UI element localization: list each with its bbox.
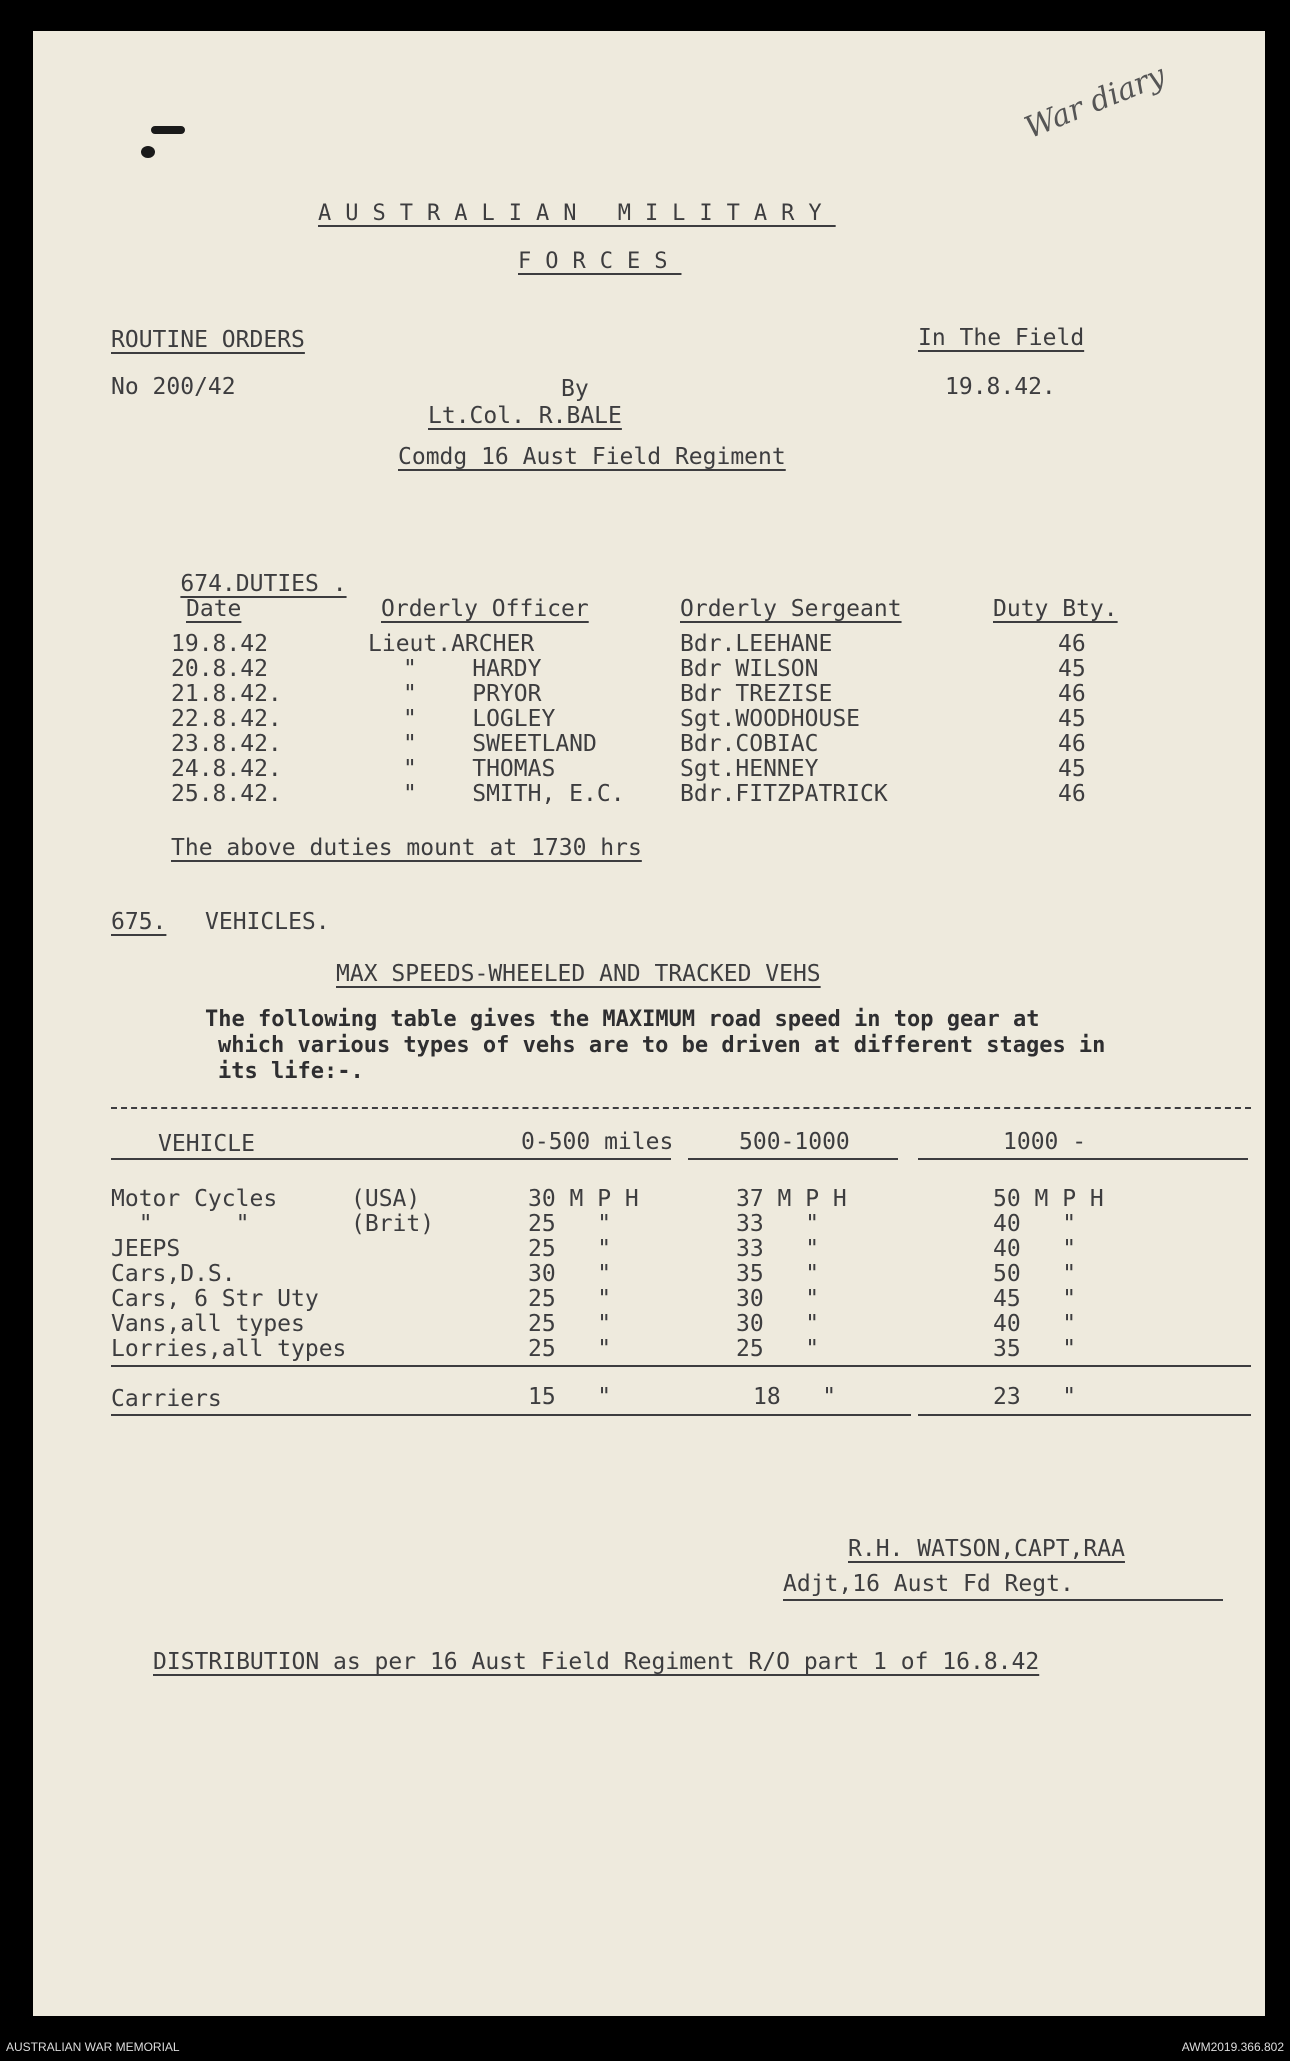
duties-note: The above duties mount at 1730 hrs bbox=[171, 835, 642, 861]
carriers-name: Carriers bbox=[111, 1386, 222, 1412]
footer-right: AWM2019.366.802 bbox=[1181, 2040, 1284, 2054]
duty-officer: Lieut.ARCHER bbox=[368, 631, 535, 657]
duty-date: 21.8.42. bbox=[171, 681, 282, 707]
vehicles-col-vehicle: VEHICLE bbox=[158, 1131, 255, 1157]
vehicle-name: Vans,all types bbox=[111, 1311, 305, 1337]
speed-1000-plus: 40 " bbox=[993, 1236, 1077, 1262]
table-bottom-rule-2 bbox=[918, 1414, 1251, 1416]
speed-500-1000: 35 " bbox=[736, 1261, 820, 1287]
duty-sergeant: Bdr WILSON bbox=[680, 656, 819, 682]
duty-bty: 46 bbox=[1058, 681, 1086, 707]
routine-orders-label: ROUTINE ORDERS bbox=[111, 327, 305, 353]
duty-date: 20.8.42 bbox=[171, 656, 268, 682]
duty-sergeant: Sgt.WOODHOUSE bbox=[680, 706, 861, 732]
order-number: No 200/42 bbox=[111, 374, 236, 400]
handwritten-note: War diary bbox=[1019, 58, 1171, 146]
title-line-1: AUSTRALIAN MILITARY bbox=[318, 201, 836, 226]
vehicles-col-2: 500-1000 bbox=[739, 1129, 850, 1155]
by-label: By bbox=[561, 376, 589, 402]
table-top-rule bbox=[111, 1107, 1251, 1109]
carriers-500-1000: 18 " bbox=[753, 1384, 837, 1410]
duties-col-date: Date bbox=[186, 596, 242, 622]
duties-col-sergeant: Orderly Sergeant bbox=[680, 596, 902, 622]
vehicles-col-3: 1000 - bbox=[1003, 1129, 1087, 1155]
duty-officer: " LOGLEY bbox=[403, 706, 556, 732]
table-header-rule-3 bbox=[918, 1158, 1248, 1160]
duty-bty: 46 bbox=[1058, 631, 1086, 657]
duty-bty: 45 bbox=[1058, 756, 1086, 782]
speed-500-1000: 30 " bbox=[736, 1311, 820, 1337]
distribution-line: DISTRIBUTION as per 16 Aust Field Regiment R/O part 1 of 16.8.42 bbox=[153, 1649, 1040, 1675]
speed-500-1000: 33 " bbox=[736, 1236, 820, 1262]
vehicles-intro-line-2: which various types of vehs are to be driven at different stages in bbox=[218, 1033, 1106, 1058]
vehicles-subheading: MAX SPEEDS-WHEELED AND TRACKED VEHS bbox=[336, 961, 821, 987]
speed-0-500: 25 " bbox=[528, 1211, 612, 1237]
speed-0-500: 30 M P H bbox=[528, 1186, 639, 1212]
duties-col-bty: Duty Bty. bbox=[993, 596, 1118, 622]
speed-1000-plus: 35 " bbox=[993, 1336, 1077, 1362]
speed-1000-plus: 50 " bbox=[993, 1261, 1077, 1287]
speed-500-1000: 33 " bbox=[736, 1211, 820, 1237]
vehicle-name: " " bbox=[111, 1211, 250, 1237]
duty-sergeant: Bdr.LEEHANE bbox=[680, 631, 833, 657]
speed-0-500: 25 " bbox=[528, 1336, 612, 1362]
duty-sergeant: Bdr TREZISE bbox=[680, 681, 833, 707]
signature-name: R.H. WATSON,CAPT,RAA bbox=[848, 1536, 1125, 1562]
staple-mark bbox=[151, 126, 185, 134]
vehicle-sub: (USA) bbox=[351, 1186, 421, 1212]
carriers-0-500: 15 " bbox=[528, 1384, 612, 1410]
command-label: Comdg 16 Aust Field Regiment bbox=[398, 444, 786, 470]
speed-1000-plus: 40 " bbox=[993, 1211, 1077, 1237]
signature-rule bbox=[783, 1599, 1223, 1601]
duty-sergeant: Sgt.HENNEY bbox=[680, 756, 819, 782]
vehicle-name: JEEPS bbox=[111, 1236, 181, 1262]
duty-bty: 45 bbox=[1058, 706, 1086, 732]
table-mid-rule bbox=[111, 1365, 1251, 1367]
duty-officer: " HARDY bbox=[403, 656, 542, 682]
duty-officer: " PRYOR bbox=[403, 681, 542, 707]
speed-500-1000: 37 M P H bbox=[736, 1186, 847, 1212]
duty-sergeant: Bdr.FITZPATRICK bbox=[680, 781, 888, 807]
duty-date: 23.8.42. bbox=[171, 731, 282, 757]
order-date: 19.8.42. bbox=[945, 374, 1056, 400]
speed-0-500: 25 " bbox=[528, 1236, 612, 1262]
duty-date: 22.8.42. bbox=[171, 706, 282, 732]
duty-officer: " SWEETLAND bbox=[403, 731, 597, 757]
vehicles-col-1: 0-500 miles bbox=[521, 1129, 674, 1155]
duty-sergeant: Bdr.COBIAC bbox=[680, 731, 819, 757]
officer-name: Lt.Col. R.BALE bbox=[428, 403, 622, 429]
table-bottom-rule-1 bbox=[111, 1414, 911, 1416]
vehicles-intro-line-3: its life:-. bbox=[218, 1059, 364, 1084]
vehicle-name: Cars, 6 Str Uty bbox=[111, 1286, 319, 1312]
table-header-rule-1 bbox=[111, 1158, 671, 1160]
vehicles-heading: VEHICLES. bbox=[205, 909, 330, 935]
signature-title: Adjt,16 Aust Fd Regt. bbox=[783, 1571, 1074, 1597]
speed-0-500: 30 " bbox=[528, 1261, 612, 1287]
staple-mark-2 bbox=[141, 146, 155, 158]
duties-heading-text: 674.DUTIES . bbox=[180, 571, 347, 597]
duty-officer: " SMITH, E.C. bbox=[403, 781, 625, 807]
speed-1000-plus: 50 M P H bbox=[993, 1186, 1104, 1212]
vehicles-intro-line-1: The following table gives the MAXIMUM road speed in top gear at bbox=[205, 1007, 1040, 1032]
vehicle-sub: (Brit) bbox=[351, 1211, 435, 1237]
speed-0-500: 25 " bbox=[528, 1311, 612, 1337]
title-line-2: FORCES bbox=[518, 249, 682, 274]
vehicle-name: Lorries,all types bbox=[111, 1336, 347, 1362]
carriers-1000-plus: 23 " bbox=[993, 1384, 1077, 1410]
duty-bty: 46 bbox=[1058, 781, 1086, 807]
duty-date: 24.8.42. bbox=[171, 756, 282, 782]
duties-col-officer: Orderly Officer bbox=[381, 596, 589, 622]
duty-officer: " THOMAS bbox=[403, 756, 556, 782]
speed-1000-plus: 45 " bbox=[993, 1286, 1077, 1312]
duty-date: 19.8.42 bbox=[171, 631, 268, 657]
vehicle-name: Cars,D.S. bbox=[111, 1261, 236, 1287]
duty-bty: 46 bbox=[1058, 731, 1086, 757]
document-page bbox=[33, 31, 1265, 2016]
speed-500-1000: 25 " bbox=[736, 1336, 820, 1362]
vehicles-number: 675. bbox=[111, 909, 167, 935]
speed-500-1000: 30 " bbox=[736, 1286, 820, 1312]
duty-bty: 45 bbox=[1058, 656, 1086, 682]
duty-date: 25.8.42. bbox=[171, 781, 282, 807]
footer-left: AUSTRALIAN WAR MEMORIAL bbox=[6, 2040, 180, 2054]
speed-0-500: 25 " bbox=[528, 1286, 612, 1312]
location-label: In The Field bbox=[918, 325, 1085, 351]
table-header-rule-2 bbox=[688, 1158, 898, 1160]
vehicle-name: Motor Cycles bbox=[111, 1186, 278, 1212]
speed-1000-plus: 40 " bbox=[993, 1311, 1077, 1337]
